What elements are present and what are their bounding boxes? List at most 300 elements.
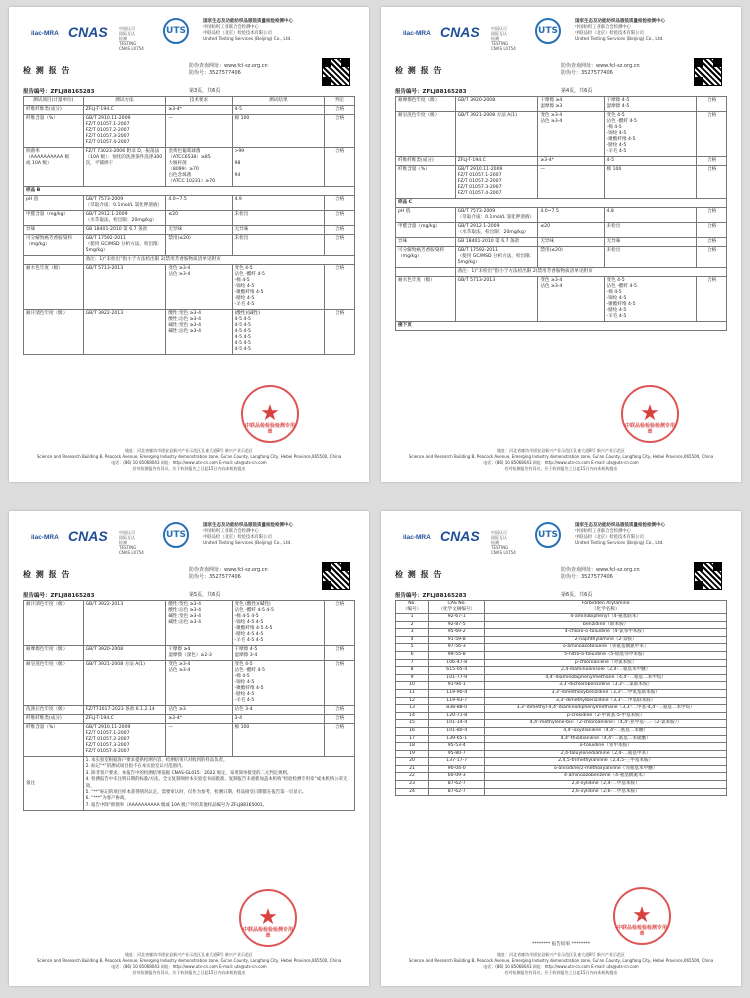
cell-chemical-name: 4-aminobiphenyl（4-氨基联苯） bbox=[485, 614, 727, 622]
cell-item: 异味 bbox=[396, 238, 456, 247]
cell-method: GB/T 7573-2009 （萃取介质：0.1mol/L 氯化钾溶液） bbox=[455, 208, 538, 223]
table-row bbox=[24, 226, 355, 235]
cell-cas: 120-71-8 bbox=[429, 712, 485, 720]
report-number: 报告编号：ZFLJ88165283 bbox=[395, 593, 467, 599]
table-row bbox=[24, 211, 355, 226]
table-row bbox=[396, 322, 727, 331]
cell-cas: 91-94-1 bbox=[429, 682, 485, 690]
cell-chemical-name: o-aminoazotoluene（邻氨基偶氮甲苯） bbox=[485, 644, 727, 652]
cell-judgement: 合格 bbox=[697, 166, 727, 199]
arylamine-row bbox=[396, 636, 727, 644]
cell-item: 洗涤后色牢度（级） bbox=[24, 706, 84, 715]
cell-cas: 87-62-7 bbox=[429, 781, 485, 789]
cell-cas: 137-17-7 bbox=[429, 758, 485, 766]
cell-no: 3 bbox=[396, 629, 429, 637]
verification-info: 防伪查询网址：www.fcl-sz.org.cn 防伪号：3527577406 bbox=[561, 567, 640, 580]
cell-item: 耐摩擦色牢度（级） bbox=[24, 646, 84, 661]
table-row bbox=[24, 235, 355, 256]
organization-name: 国家生态及功能纺织品服装质量检验检测中心 中国纺织工业联合会检测中心 中联品检（北京）检验技术有限公司 United Testing Services (Beijing) Co., Ltd. bbox=[575, 523, 665, 546]
table-row bbox=[24, 106, 355, 115]
organization-name: 国家生态及功能纺织品服装质量检验检测中心 中国纺织工业联合会检测中心 中联品检（北京）检验技术有限公司 United Testing Services (Beijing) Co., Ltd. bbox=[203, 523, 293, 546]
cell-method: GB 18401-2010 第 6.7 条款 bbox=[83, 226, 166, 235]
page-number: 第3页，共6页 bbox=[189, 88, 221, 94]
table-row bbox=[396, 268, 727, 277]
cell-judgement: 合格 bbox=[697, 247, 727, 268]
cell-method: GB/T 3920-2008 bbox=[83, 646, 166, 661]
report-end-mark: ******** 报告结束 ******** bbox=[531, 942, 591, 947]
note-spacer bbox=[396, 268, 456, 277]
cell-item: 纤维含量（%） bbox=[24, 724, 84, 757]
official-seal: ★ 中联品检检验检测专用章 bbox=[241, 385, 299, 443]
section-label: 接下页 bbox=[396, 322, 727, 331]
table-note: 备注：1)“未检出”指小于方法检出限 2)禁用芳香胺物质清单见附页 bbox=[83, 256, 354, 265]
table-row bbox=[24, 601, 355, 646]
cell-method: GB/T 2912.1-2009 （水萃取法，检出限：20mg/kg） bbox=[455, 223, 538, 238]
arylamine-row bbox=[396, 727, 727, 735]
cell-result: 未检出 bbox=[232, 211, 325, 226]
page-footer: 地址：河北省廊坊市固安县新兴产业示范区孔雀大道8号 新兴产业示范区 Science and Research Building B, Peacock Avenue, Emerging Industry demonstration zone, Gu'an County, Langfang City, Hebei Province,065500, China 电话：(86) 10 85068043 网址：http://www.uts-cn.com E-mail: uts@uts-cn.com 若对检测报告有异议，应于收到报告之日起15日内向本机构提出 bbox=[408, 448, 714, 471]
official-seal: ★ 中联品检检验检测专用章 bbox=[613, 887, 671, 945]
cell-item: 耐汗渍色牢度（级） bbox=[24, 601, 84, 646]
cell-no: 11 bbox=[396, 689, 429, 697]
cnas-logo: CNAS bbox=[68, 528, 108, 544]
cell-chemical-name: 2,4-xylidine（2,4-二甲基苯胺） bbox=[485, 781, 727, 789]
organization-name: 国家生态及功能纺织品服装质量检验检测中心 中国纺织工业联合会检测中心 中联品检（北京）检验技术有限公司 United Testing Services (Beijing) Co., Ltd. bbox=[203, 19, 293, 42]
table-row bbox=[24, 265, 355, 310]
arylamine-row bbox=[396, 621, 727, 629]
report-number: 报告编号：ZFLJ88165283 bbox=[395, 89, 467, 95]
cell-requirement: — bbox=[166, 724, 232, 757]
report-header bbox=[395, 520, 727, 560]
test-results-table bbox=[23, 96, 355, 355]
cell-item: 可分解致癌芳香胺染料（mg/kg） bbox=[396, 247, 456, 268]
cell-method: 测试方法 bbox=[83, 97, 166, 106]
cell-no: 1 bbox=[396, 614, 429, 622]
cell-requirement: 技术要求 bbox=[166, 97, 232, 106]
cell-result: 干摩擦 4-5 湿摩擦 4-5 bbox=[604, 97, 697, 112]
cell-cas: 838-88-0 bbox=[429, 705, 485, 713]
cell-no: 21 bbox=[396, 765, 429, 773]
table-row bbox=[24, 187, 355, 196]
cell-no: 17 bbox=[396, 735, 429, 743]
cell-result: 棉 100 bbox=[232, 724, 325, 757]
cell-judgement: 合格 bbox=[697, 238, 727, 247]
arylamine-table-header bbox=[396, 601, 727, 614]
cell-result: 无异味 bbox=[604, 238, 697, 247]
arylamine-row bbox=[396, 614, 727, 622]
cell-result: 干摩擦 4-5 湿摩擦 3-4 bbox=[232, 646, 325, 661]
table-row bbox=[24, 661, 355, 706]
cell-method: GB/T 3920-2008 bbox=[455, 97, 538, 112]
cell-method: GB/T 2910.11-2009 FZ/T 01057.1-2007 FZ/T 01057.2-2007 FZ/T 01057.3-2007 FZ/T 01057.4-2007 bbox=[83, 115, 166, 148]
arylamine-row bbox=[396, 750, 727, 758]
cell-requirement: 变色 ≥3-4 沾色 ≥3-4 bbox=[166, 265, 232, 310]
arylamine-row bbox=[396, 720, 727, 728]
cell-requirement: 4.0~7.5 bbox=[538, 208, 604, 223]
cell-cas: 97-56-3 bbox=[429, 644, 485, 652]
cell-judgement: 判定 bbox=[325, 97, 355, 106]
cell-judgement: 合格 bbox=[325, 715, 355, 724]
uts-logo: UTS bbox=[535, 522, 561, 548]
cell-method: FZ/T73017-2023 条款 6.1.2.14 bbox=[83, 706, 166, 715]
arylamine-row bbox=[396, 674, 727, 682]
uts-logo: UTS bbox=[163, 522, 189, 548]
cell-method: GB/T 3922-2013 bbox=[83, 601, 166, 646]
cell-cas: 101-80-4 bbox=[429, 727, 485, 735]
cell-item: 耐水色牢度（级） bbox=[24, 265, 84, 310]
cell-requirement: — bbox=[166, 115, 232, 148]
cell-result: 变色 4-5 沾色 -醋纤 4-5 -棉 4-5 -锦纶 4-5 -聚酯纤维 4-5 -腈纶 4-5 -羊毛 4-5 bbox=[232, 265, 325, 310]
cell-result: 4.8 bbox=[604, 208, 697, 223]
cell-method: GB/T 5713-2013 bbox=[455, 277, 538, 322]
cell-no: 18 bbox=[396, 743, 429, 751]
table-row bbox=[396, 238, 727, 247]
table-row bbox=[24, 706, 355, 715]
table-row bbox=[24, 115, 355, 148]
cell-cas: 95-80-7 bbox=[429, 750, 485, 758]
cell-item: pH 值 bbox=[24, 196, 84, 211]
report-header bbox=[23, 520, 355, 560]
cell-no: 10 bbox=[396, 682, 429, 690]
cell-item: 纤维纤维类(成分) bbox=[24, 106, 84, 115]
cell-no: 6 bbox=[396, 651, 429, 659]
cell-no: 15 bbox=[396, 720, 429, 728]
cell-item: pH 值 bbox=[396, 208, 456, 223]
cell-result: 变色 (酸性)(碱性) 沾色 -醋纤 4-5 4-5 -棉 4-5 4-5 -锦纶 4-5 4-5 -聚酯纤维 4-5 4-5 -腈纶 4-5 4-5 -羊毛 4-5 4-5 bbox=[232, 601, 325, 646]
cell-cas: 119-93-7 bbox=[429, 697, 485, 705]
cell-method: GB/T 3921-2008 方法 A(1) bbox=[83, 661, 166, 706]
cell-chemical-name: 2,4-diaminoanisole（2,4-二氨基苯甲醚） bbox=[485, 667, 727, 675]
arylamine-row bbox=[396, 705, 727, 713]
cell-judgement: 合格 bbox=[325, 196, 355, 211]
cell-result: 变色 4-5 沾色 -醋纤 4-5 -棉 4-5 -锦纶 4-5 -聚酯纤维 4-5 -腈纶 4-5 -羊毛 4-5 bbox=[604, 112, 697, 157]
cell-no: 19 bbox=[396, 750, 429, 758]
cell-chemical-name: 2-naphthylamine（2-萘胺） bbox=[485, 636, 727, 644]
cell-requirement: ≥3-4* bbox=[538, 157, 604, 166]
cell-requirement: 禁用(≤20) bbox=[166, 235, 232, 256]
cnas-logo: CNAS bbox=[68, 24, 108, 40]
cell-method: ZFLJ-T-194.C bbox=[83, 715, 166, 724]
table-row bbox=[24, 97, 355, 106]
cnas-accreditation-text: 中国认可 国际互认 检测 TESTING CNAS L0754 bbox=[119, 530, 144, 555]
page-footer: 地址：河北省廊坊市固安县新兴产业示范区孔雀大道8号 新兴产业示范区 Science and Research Building B, Peacock Avenue, Emerging Industry demonstration zone, Gu'an County, Langfang City, Hebei Province,065500, China 电话：(86) 10 85068043 网址：http://www.uts-cn.com E-mail: uts@uts-cn.com 若对检测报告有异议，应于收到报告之日起15日内向本机构提出 bbox=[36, 952, 342, 975]
cell-chemical-name: p-chloroaniline（对氯苯胺） bbox=[485, 659, 727, 667]
uts-logo: UTS bbox=[535, 18, 561, 44]
cell-method: ZFLJ-T-194.C bbox=[83, 106, 166, 115]
test-results-table bbox=[395, 96, 727, 331]
cell-chemical-name: 4-aminoazobenzene（4-氨基偶氮苯） bbox=[485, 773, 727, 781]
cell-method: GB/T 2912.1-2009 （水萃取法，检出限：20mg/kg） bbox=[83, 211, 166, 226]
cell-judgement: 合格 bbox=[697, 223, 727, 238]
cnas-logo: CNAS bbox=[440, 528, 480, 544]
arylamine-row bbox=[396, 697, 727, 705]
note-spacer bbox=[24, 256, 84, 265]
table-row bbox=[396, 112, 727, 157]
cell-judgement: 合格 bbox=[325, 310, 355, 355]
cell-result: 棉 100 bbox=[232, 115, 325, 148]
report-header bbox=[23, 16, 355, 56]
cell-judgement: 合格 bbox=[697, 277, 727, 322]
cell-requirement: 干摩擦 ≥4 湿摩擦 ≥3 bbox=[538, 97, 604, 112]
cell-chemical-name: 4,4'-methylene-bis-（2-chloroaniline）（4,4'-亚甲基-二-（2-氯苯胺）） bbox=[485, 720, 727, 728]
cell-requirement: ≤20 bbox=[538, 223, 604, 238]
cell-item: 测试项目(计量单位) bbox=[24, 97, 84, 106]
cell-no: 23 bbox=[396, 781, 429, 789]
cell-cas: 99-55-8 bbox=[429, 651, 485, 659]
cell-item: 抑菌率 （AAAAAAAAAA 级 或 10A 级） bbox=[24, 148, 84, 187]
cell-judgement: 合格 bbox=[697, 97, 727, 112]
table-row bbox=[24, 196, 355, 211]
cell-item: 纤维含量（%） bbox=[396, 166, 456, 199]
table-note: 备注：1)“未检出”指小于方法检出限 2)禁用芳香胺物质清单见附页 bbox=[455, 268, 726, 277]
cell-requirement: 无异味 bbox=[538, 238, 604, 247]
cell-method: GB/T 17592-2011 （使用 GC/MSD 分析方法，检出限：5mg/kg） bbox=[455, 247, 538, 268]
cell-item: 耐皂洗色牢度（级） bbox=[396, 112, 456, 157]
verification-info: 防伪查询网址：www.fcl-sz.org.cn 防伪号：3527577406 bbox=[189, 567, 268, 580]
report-number: 报告编号：ZFLJ88165283 bbox=[23, 593, 95, 599]
col-name: Forbidden Arylamine （化学名称） bbox=[485, 601, 727, 614]
cell-chemical-name: o-anisidine/2-methoxyaniline（邻氨基苯甲醚） bbox=[485, 765, 727, 773]
table-row bbox=[396, 208, 727, 223]
cell-cas: 92-87-5 bbox=[429, 621, 485, 629]
cell-judgement: 合格 bbox=[325, 265, 355, 310]
arylamine-table bbox=[395, 600, 727, 796]
qr-code bbox=[322, 58, 350, 86]
cell-item: 耐摩擦色牢度（级） bbox=[396, 97, 456, 112]
arylamine-row bbox=[396, 788, 727, 796]
table-row bbox=[396, 247, 727, 268]
cell-requirement: ≤20 bbox=[166, 211, 232, 226]
arylamine-row bbox=[396, 735, 727, 743]
arylamine-row bbox=[396, 682, 727, 690]
arylamine-row bbox=[396, 644, 727, 652]
cell-chemical-name: 2,6-xylidine（2,6-二甲基苯胺） bbox=[485, 788, 727, 796]
report-page-4 bbox=[381, 7, 741, 482]
cell-cas: 90-04-0 bbox=[429, 765, 485, 773]
uts-logo: UTS bbox=[163, 18, 189, 44]
cell-requirement: 变色 ≥3-4 沾色 ≥3-4 bbox=[166, 661, 232, 706]
cell-chemical-name: 4-chloro-o-toluidine（4-氯邻甲苯胺） bbox=[485, 629, 727, 637]
cell-cas: 119-90-4 bbox=[429, 689, 485, 697]
cell-requirement: 禁用(≤20) bbox=[538, 247, 604, 268]
col-no: No. （编号） bbox=[396, 601, 429, 614]
report-page-5 bbox=[9, 511, 369, 986]
page-number: 第5页，共6页 bbox=[189, 592, 221, 598]
report-title: 检 测 报 告 bbox=[395, 570, 443, 579]
cell-result: 未检出 bbox=[232, 235, 325, 256]
cell-chemical-name: p-cresidine（2-甲氧基-5-甲基苯胺） bbox=[485, 712, 727, 720]
cell-cas: 106-47-8 bbox=[429, 659, 485, 667]
cell-chemical-name: 3,3'-dimethoxybenzidine（3,3'-二甲氧基联苯胺） bbox=[485, 689, 727, 697]
report-header bbox=[395, 16, 727, 56]
cell-method: GB/T 2910.11-2009 FZ/T 01057.1-2007 FZ/T 01057.2-2007 FZ/T 01057.3-2007 FZ/T 01057.4-2007 bbox=[455, 166, 538, 199]
cell-requirement: 变色 ≥3-4 沾色 ≥3-4 bbox=[538, 277, 604, 322]
page-number: 第4页，共6页 bbox=[561, 88, 593, 94]
cell-result: 沾色 3-4 bbox=[232, 706, 325, 715]
arylamine-row bbox=[396, 765, 727, 773]
report-page-3 bbox=[9, 7, 369, 482]
table-row bbox=[396, 166, 727, 199]
cell-requirement: — bbox=[538, 166, 604, 199]
cell-cas: 91-59-8 bbox=[429, 636, 485, 644]
arylamine-row bbox=[396, 773, 727, 781]
cell-requirement: 无异味 bbox=[166, 226, 232, 235]
arylamine-table-body bbox=[396, 614, 727, 796]
cell-method: FZ/T 73023-2006 附录 D，振荡法 （10A 级）：预化的洗涤条件洗涤300次，平铺烘干 bbox=[83, 148, 166, 187]
cell-item: 耐汗渍色牢度（级） bbox=[24, 310, 84, 355]
cell-no: 24 bbox=[396, 788, 429, 796]
official-seal: ★ 中联品检检验检测专用章 bbox=[621, 385, 679, 443]
table-row bbox=[396, 97, 727, 112]
table-row bbox=[396, 277, 727, 322]
cell-no: 7 bbox=[396, 659, 429, 667]
cell-no: 2 bbox=[396, 621, 429, 629]
cell-no: 4 bbox=[396, 636, 429, 644]
remarks-row bbox=[24, 757, 355, 811]
cell-no: 9 bbox=[396, 674, 429, 682]
cell-no: 22 bbox=[396, 773, 429, 781]
cell-method: GB/T 2910.11-2009 FZ/T 01057.1-2007 FZ/T 01057.2-2007 FZ/T 01057.3-2007 FZ/T 01057.4-2007 bbox=[83, 724, 166, 757]
cell-item: 纤维纤维类(成分) bbox=[396, 157, 456, 166]
cell-judgement: 合格 bbox=[697, 157, 727, 166]
arylamine-row bbox=[396, 689, 727, 697]
cell-requirement: ≥3-4* bbox=[166, 106, 232, 115]
cell-chemical-name: 4,4'-diaminobiphenylmethane（4,4'-二氨基二苯甲烷） bbox=[485, 674, 727, 682]
cell-chemical-name: o-toluidine（邻甲苯胺） bbox=[485, 743, 727, 751]
cell-item: 甲醛含量（mg/kg） bbox=[396, 223, 456, 238]
cell-result: 变色 4-5 沾色 -醋纤 4-5 -棉 4-5 -锦纶 4-5 -聚酯纤维 4-5 -腈纶 4-5 -羊毛 4-5 bbox=[604, 277, 697, 322]
cell-result: 测试结果 bbox=[232, 97, 325, 106]
cell-no: 5 bbox=[396, 644, 429, 652]
cell-no: 8 bbox=[396, 667, 429, 675]
cell-cas: 95-53-4 bbox=[429, 743, 485, 751]
cell-item: 纤维纤维类(成分) bbox=[24, 715, 84, 724]
cell-requirement: 酸性:变色 ≥3-4 酸性:沾色 ≥3-4 碱性:变色 ≥3-4 碱性:沾色 ≥3-4 bbox=[166, 310, 232, 355]
arylamine-row bbox=[396, 629, 727, 637]
section-label: 样品 C bbox=[396, 199, 727, 208]
cell-cas: 101-14-4 bbox=[429, 720, 485, 728]
table-row bbox=[24, 310, 355, 355]
table-body bbox=[24, 97, 355, 355]
arylamine-row bbox=[396, 651, 727, 659]
cell-cas: 615-05-4 bbox=[429, 667, 485, 675]
ilac-mra-logo: ilac-MRA bbox=[403, 30, 431, 37]
cell-result: 未检出 bbox=[604, 247, 697, 268]
cell-result: 无异味 bbox=[232, 226, 325, 235]
cell-result: 变色 4-5 沾色 -醋纤 4-5 -棉 4-5 -锦纶 4-5 -聚酯纤维 4-5 -腈纶 4-5 -羊毛 4-5 bbox=[232, 661, 325, 706]
cnas-logo: CNAS bbox=[440, 24, 480, 40]
page-footer: 地址：河北省廊坊市固安县新兴产业示范区孔雀大道8号 新兴产业示范区 Science and Research Building B, Peacock Avenue, Emerging Industry demonstration zone, Gu'an County, Langfang City, Hebei Province,065500, China 电话：(86) 10 85068043 网址：http://www.uts-cn.com E-mail: uts@uts-cn.com 若对检测报告有异议，应于收到报告之日起15日内向本机构提出 bbox=[408, 952, 714, 975]
cell-result: 棉 100 bbox=[604, 166, 697, 199]
cell-no: 13 bbox=[396, 705, 429, 713]
cell-chemical-name: 2,4-toluylenediamine（2,4-二氨基甲苯） bbox=[485, 750, 727, 758]
cell-judgement: 合格 bbox=[325, 706, 355, 715]
cell-chemical-name: 4,4'-oxydianiline（4,4'-二氨基二苯醚） bbox=[485, 727, 727, 735]
cell-item: 可分解致癌芳香胺染料（mg/kg） bbox=[24, 235, 84, 256]
cell-result: 4-5 bbox=[604, 157, 697, 166]
organization-name: 国家生态及功能纺织品服装质量检验检测中心 中国纺织工业联合会检测中心 中联品检（北京）检验技术有限公司 United Testing Services (Beijing) Co., Ltd. bbox=[575, 19, 665, 42]
cnas-accreditation-text: 中国认可 国际互认 检测 TESTING CNAS L0754 bbox=[119, 26, 144, 51]
page-number: 第6页，共6页 bbox=[561, 592, 593, 598]
report-number: 报告编号：ZFLJ88165283 bbox=[23, 89, 95, 95]
cell-judgement: 合格 bbox=[697, 112, 727, 157]
cell-no: 20 bbox=[396, 758, 429, 766]
cell-result: 未检出 bbox=[604, 223, 697, 238]
cell-method: GB/T 7573-2009 （萃取介质：0.1mol/L 氯化钾溶液） bbox=[83, 196, 166, 211]
official-seal: ★ 中联品检检验检测专用章 bbox=[239, 889, 297, 947]
col-cas: CAS No. （化学文摘编号） bbox=[429, 601, 485, 614]
cell-judgement: 合格 bbox=[325, 235, 355, 256]
page-footer: 地址：河北省廊坊市固安县新兴产业示范区孔雀大道8号 新兴产业示范区 Science and Research Building B, Peacock Avenue, Emerging Industry demonstration zone, Gu'an County, Langfang City, Hebei Province,065500, China 电话：(86) 10 85068043 网址：http://www.uts-cn.com E-mail: uts@uts-cn.com 若对检测报告有异议，应于收到报告之日起15日内向本机构提出 bbox=[36, 448, 342, 471]
cell-item: 甲醛含量（mg/kg） bbox=[24, 211, 84, 226]
cell-requirement: 4.0~7.5 bbox=[166, 196, 232, 211]
cell-cas: 60-09-3 bbox=[429, 773, 485, 781]
ilac-mra-logo: ilac-MRA bbox=[31, 30, 59, 37]
test-results-table bbox=[23, 600, 355, 811]
remarks-label: 备注 bbox=[24, 757, 84, 811]
cnas-accreditation-text: 中国认可 国际互认 检测 TESTING CNAS L0754 bbox=[491, 26, 516, 51]
cell-requirement: 变色 ≥3-4 沾色 ≥3-4 bbox=[538, 112, 604, 157]
cell-judgement: 合格 bbox=[325, 226, 355, 235]
cell-judgement: 合格 bbox=[697, 208, 727, 223]
arylamine-row bbox=[396, 781, 727, 789]
cell-judgement: 合格 bbox=[325, 661, 355, 706]
ilac-mra-logo: ilac-MRA bbox=[403, 534, 431, 541]
table-row bbox=[24, 724, 355, 757]
cell-judgement: 合格 bbox=[325, 646, 355, 661]
arylamine-row bbox=[396, 743, 727, 751]
report-title: 检 测 报 告 bbox=[23, 66, 71, 75]
qr-code bbox=[694, 562, 722, 590]
cell-cas: 139-65-1 bbox=[429, 735, 485, 743]
cell-requirement: 沾色 ≥3 bbox=[166, 706, 232, 715]
cell-method: GB/T 17592-2011 （使用 GC/MSD 分析方法，检出限：5mg/kg） bbox=[83, 235, 166, 256]
report-title: 检 测 报 告 bbox=[395, 66, 443, 75]
cell-method: ZFLJ-T-194.C bbox=[455, 157, 538, 166]
table-row bbox=[396, 223, 727, 238]
cell-item: 耐皂洗色牢度（级） bbox=[24, 661, 84, 706]
cell-chemical-name: benzidine（联苯胺） bbox=[485, 621, 727, 629]
cell-requirement: 干摩擦 ≥4 湿摩擦（深色）≥2-3 bbox=[166, 646, 232, 661]
table-row bbox=[24, 256, 355, 265]
cell-result: 3-4 bbox=[232, 715, 325, 724]
cell-result: 4-5 bbox=[232, 106, 325, 115]
arylamine-row bbox=[396, 659, 727, 667]
cell-cas: 101-77-9 bbox=[429, 674, 485, 682]
cell-no: 12 bbox=[396, 697, 429, 705]
cell-judgement: 合格 bbox=[325, 148, 355, 187]
cell-judgement: 合格 bbox=[325, 106, 355, 115]
arylamine-row bbox=[396, 667, 727, 675]
cell-judgement: 合格 bbox=[325, 601, 355, 646]
cell-item: 纤维含量（%） bbox=[24, 115, 84, 148]
cell-item: 耐水色牢度（级） bbox=[396, 277, 456, 322]
qr-code bbox=[322, 562, 350, 590]
cell-no: 16 bbox=[396, 727, 429, 735]
cell-method: GB 18401-2010 第 6.7 条款 bbox=[455, 238, 538, 247]
cell-result: 4.9 bbox=[232, 196, 325, 211]
verification-info: 防伪查询网址：www.fcl-sz.org.cn 防伪号：3527577406 bbox=[189, 63, 268, 76]
remarks-text: 1. 本实验室根据客户要求提供检测内容，检测结果只对收到的样品负责。 2. 标记“*”的测试项目指不在本实验室认可范围内。 3. 除非客户要求，本报告中的检测结果依据 CNAS-GL015：2022 规定，采用简单接受的二元判定规则。 4. 检测报告中未注明日期的标准/方法，全文复制须经本实验室书面批准，复制报告未重新加盖本机构“检验检测专用章”或本机构公章无效。 5. “**”标记的项目样本获得情况认定，需要审认时，仅作为参考，检测日期、样品接受日期都在报告第一页显示。 6. “***”为客户协商。 7. 报告中除“抑菌率（AAAAAAAAAA 级或 10A 级）”外的其他样品编号为 ZFLJ88165001。 bbox=[83, 757, 354, 811]
report-page-6 bbox=[381, 511, 741, 986]
cell-requirement: 金黄色葡萄球菌 （ATCC6538）≥85 大肠杆菌 （8099）≥70 白色念珠菌 （ATCC 10231）≥70 bbox=[166, 148, 232, 187]
arylamine-row bbox=[396, 758, 727, 766]
cell-chemical-name: 5-nitro-o-toluidine（5-硝基邻甲苯胺） bbox=[485, 651, 727, 659]
cnas-accreditation-text: 中国认可 国际互认 检测 TESTING CNAS L0754 bbox=[491, 530, 516, 555]
cell-chemical-name: 3,3'-dichlorobenzidine（3,3'-二氯联苯胺） bbox=[485, 682, 727, 690]
cell-judgement: 合格 bbox=[325, 211, 355, 226]
cell-cas: 92-67-1 bbox=[429, 614, 485, 622]
